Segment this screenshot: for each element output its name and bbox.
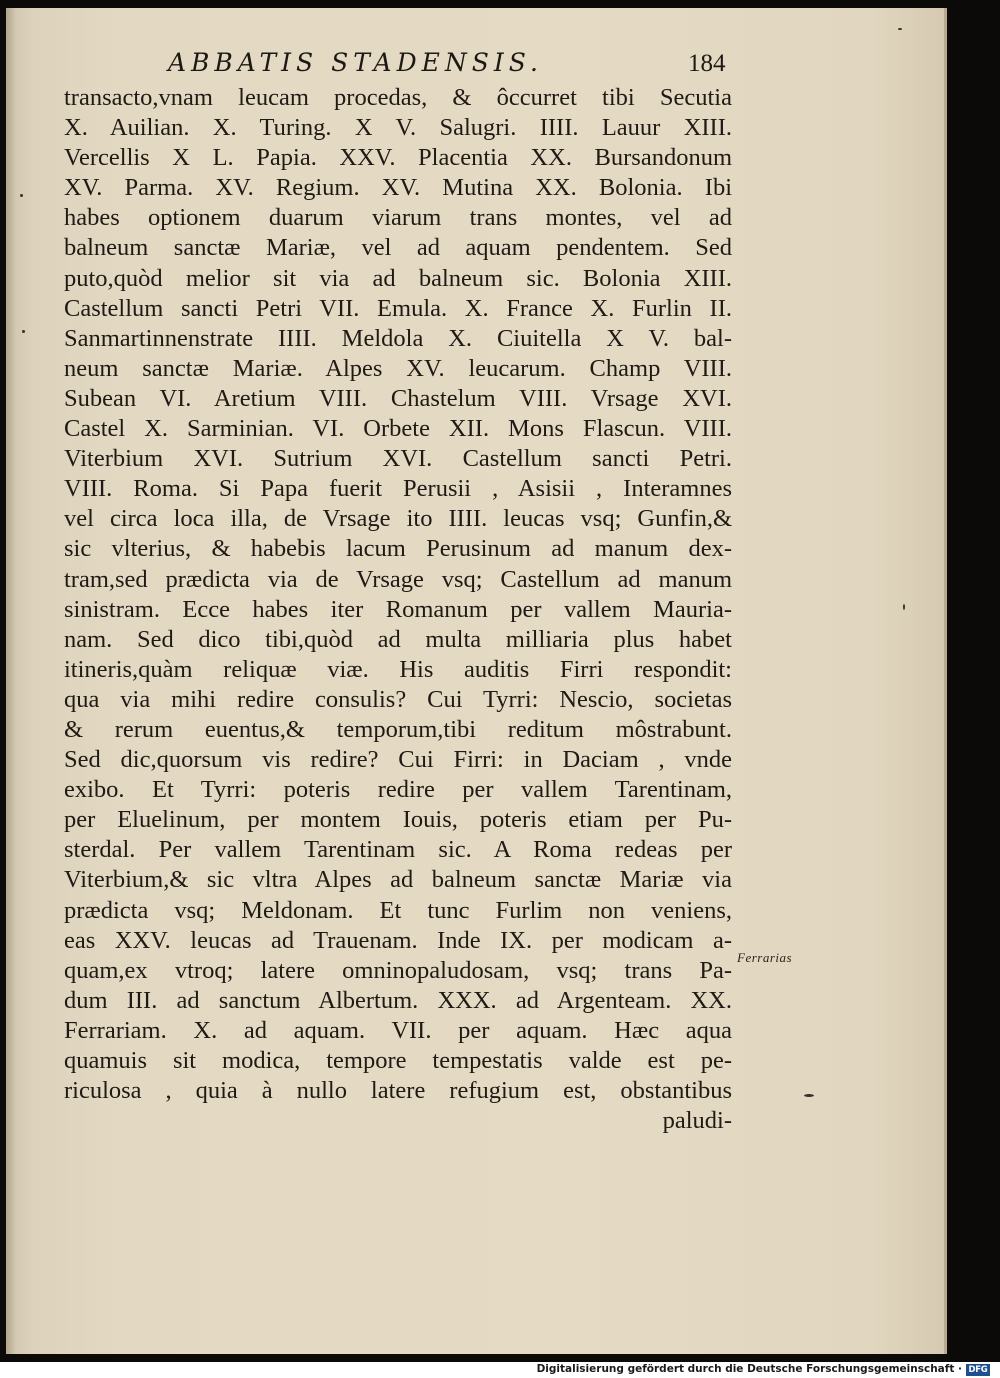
page-speck bbox=[898, 28, 902, 30]
text-line: Ferrariam. X. ad aquam. VII. per aquam. Hæc aqua bbox=[64, 1016, 732, 1044]
text-body bbox=[64, 83, 732, 1136]
text-line: balneum sanctæ Mariæ, vel ad aquam pendentem. Sed bbox=[64, 234, 732, 262]
text-line: Viterbium,& sic vltra Alpes ad balneum sanctæ Mariæ via bbox=[64, 866, 732, 894]
digitization-credit: Digitalisierung gefördert durch die Deutsche Forschungsgemeinschaft · bbox=[536, 1363, 962, 1375]
text-line: VIII. Roma. Si Papa fuerit Perusii , Asisii , Interamnes bbox=[64, 475, 732, 503]
text-line: X. Auilian. X. Turing. X V. Salugri. IIII. Lauur XIII. bbox=[64, 114, 732, 142]
text-line: qua via mihi redire consulis? Cui Tyrri: Nescio, societas bbox=[64, 685, 732, 713]
text-line: itineris,quàm reliquæ viæ. His auditis Firri respondit: bbox=[64, 655, 732, 683]
text-line: nam. Sed dico tibi,quòd ad multa milliaria plus habet bbox=[64, 625, 732, 653]
page-speck bbox=[903, 604, 905, 610]
page-number: 184 bbox=[688, 50, 726, 77]
text-line: Subean VI. Aretium VIII. Chastelum VIII. Vrsage XVI. bbox=[64, 384, 732, 412]
text-line: quamuis sit modica, tempore tempestatis valde est pe- bbox=[64, 1047, 732, 1074]
text-line: Castel X. Sarminian. VI. Orbete XII. Mons Flascun. VIII. bbox=[64, 415, 732, 443]
text-line: riculosa , quia à nullo latere refugium est, obstantibus bbox=[64, 1077, 732, 1105]
text-line: exibo. Et Tyrri: poteris redire per vallem Tarentinam, bbox=[64, 776, 732, 804]
text-line: per Eluelinum, per montem Iouis, poteris etiam per Pu- bbox=[64, 806, 732, 834]
text-line: XV. Parma. XV. Regium. XV. Mutina XX. Bolonia. Ibi bbox=[64, 174, 732, 202]
text-line: vel circa loca illa, de Vrsage ito IIII. leucas vsq; Gunfin,& bbox=[64, 505, 732, 533]
text-line: quam,ex vtroq; latere omninopaludosam, vsq; trans Pa- bbox=[64, 956, 732, 984]
page-speck bbox=[804, 1094, 814, 1097]
text-line: & rerum euentus,& temporum,tibi reditum môstrabunt. bbox=[64, 715, 732, 743]
page-speck bbox=[22, 330, 25, 333]
text-line: Castellum sancti Petri VII. Emula. X. France X. Furlin II. bbox=[64, 294, 732, 322]
text-line: eas XXV. leucas ad Trauenam. Inde IX. per modicam a- bbox=[64, 926, 732, 954]
text-line: Viterbium XVI. Sutrium XVI. Castellum sancti Petri. bbox=[64, 445, 732, 473]
text-line: Sed dic,quorsum vis redire? Cui Firri: in Daciam , vnde bbox=[64, 746, 732, 774]
text-line: sic vlterius, & habebis lacum Perusinum ad manum dex- bbox=[64, 535, 732, 563]
text-line: Vercellis X L. Papia. XXV. Placentia XX. Bursandonum bbox=[64, 144, 732, 172]
text-line: tram,sed prædicta via de Vrsage vsq; Castellum ad manum bbox=[64, 565, 732, 593]
text-line: sterdal. Per vallem Tarentinam sic. A Roma redeas per bbox=[64, 836, 732, 864]
text-line: puto,quòd melior sit via ad balneum sic. Bolonia XIII. bbox=[64, 264, 732, 292]
page-speck bbox=[20, 194, 23, 197]
text-line: habes optionem duarum viarum trans montes, vel ad bbox=[64, 204, 732, 232]
text-line: transacto,vnam leucam procedas, & ôccurret tibi Secutia bbox=[64, 84, 732, 111]
text-line: dum III. ad sanctum Albertum. XXX. ad Argenteam. XX. bbox=[64, 986, 732, 1014]
text-line: prædicta vsq; Meldonam. Et tunc Furlim non veniens, bbox=[64, 896, 732, 924]
dfg-logo: DFG bbox=[966, 1364, 990, 1376]
running-head: ABBATIS STADENSIS. bbox=[168, 48, 543, 77]
catchword: paludi- bbox=[662, 1107, 732, 1135]
text-line: sinistram. Ecce habes iter Romanum per vallem Mauria- bbox=[64, 595, 732, 623]
text-line: Sanmartinnenstrate IIII. Meldola X. Ciuitella X V. bal- bbox=[64, 324, 732, 352]
text-line: neum sanctæ Mariæ. Alpes XV. leucarum. Champ VIII. bbox=[64, 354, 732, 382]
margin-note: Ferrarias bbox=[737, 950, 793, 965]
